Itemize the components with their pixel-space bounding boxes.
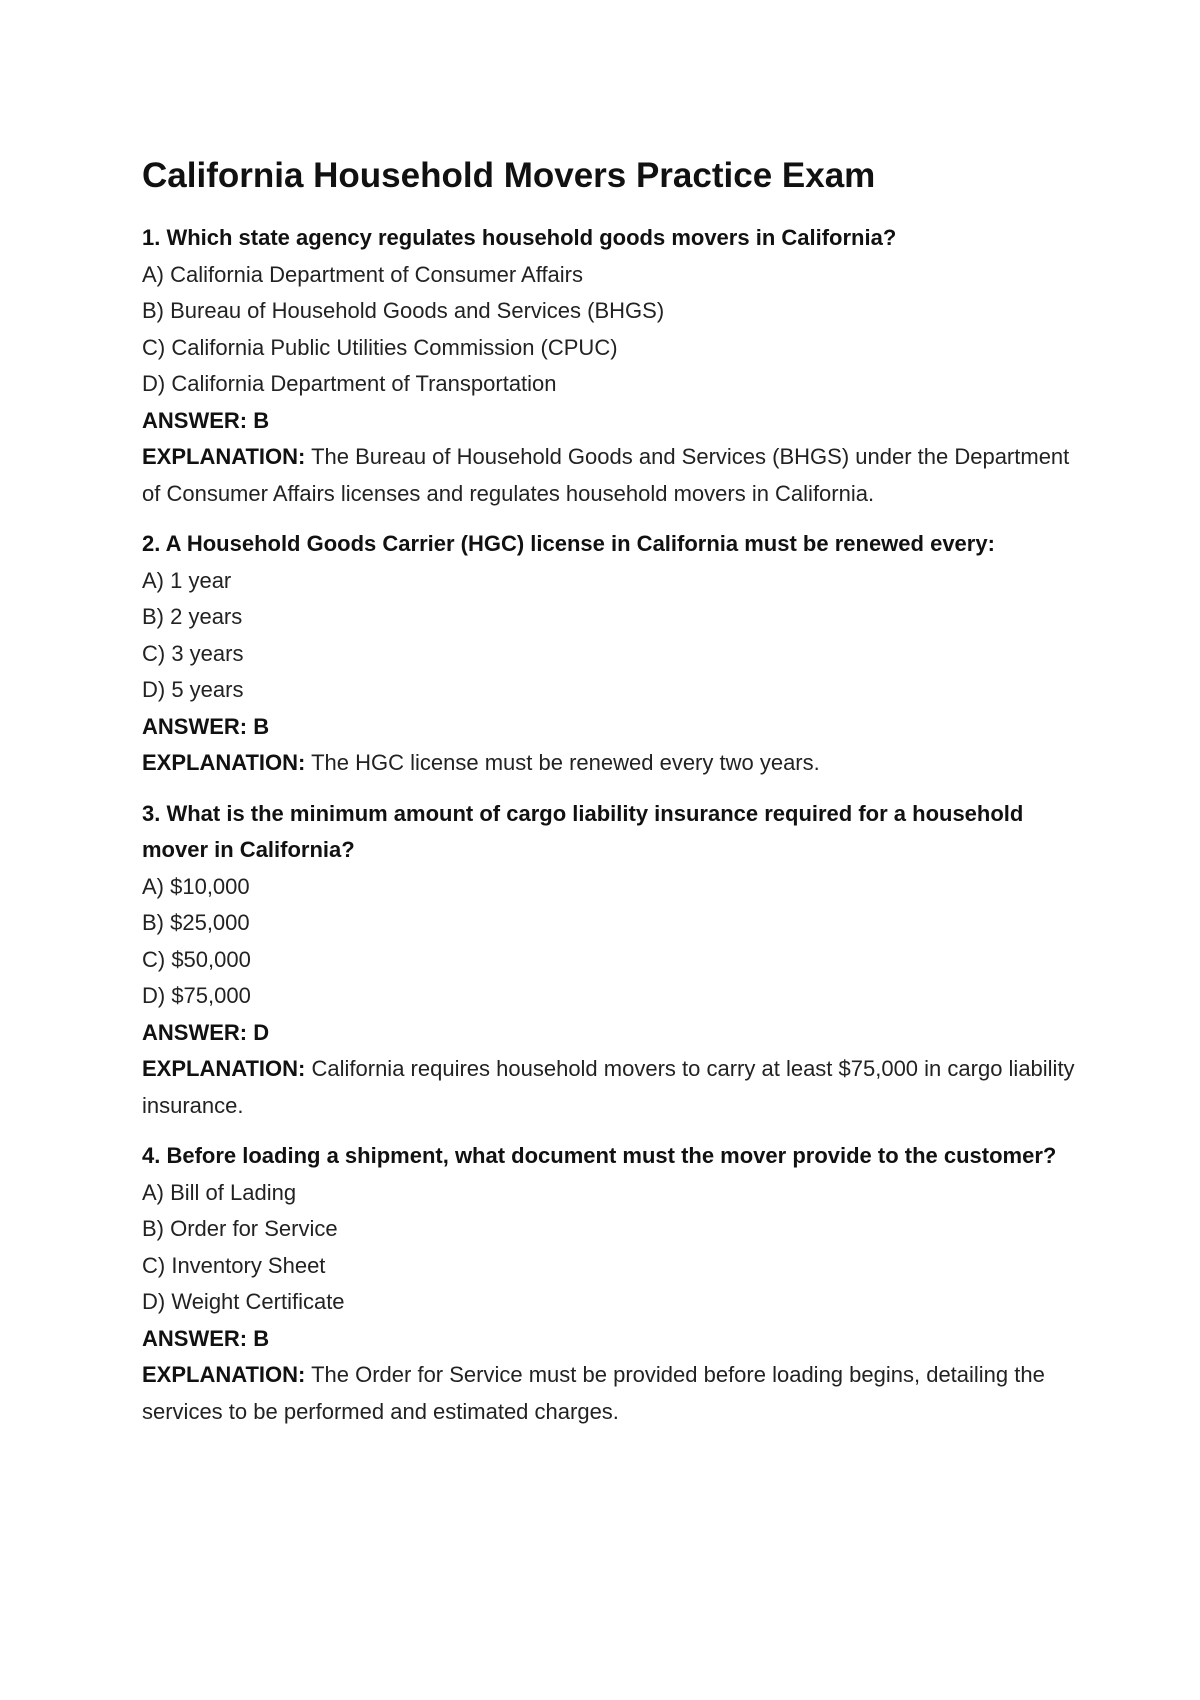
answer-option: D) California Department of Transportation <box>142 371 557 396</box>
document-page <box>142 156 1082 1444</box>
answer-option: B) Bureau of Household Goods and Services (BHGS) <box>142 298 665 323</box>
question-block <box>142 796 1082 1125</box>
correct-answer: ANSWER: B <box>142 1325 270 1351</box>
answer-option: A) Bill of Lading <box>142 1179 297 1205</box>
answer-option: C) 3 years <box>142 640 244 666</box>
answer-option: C) $50,000 <box>142 946 251 972</box>
correct-answer: ANSWER: D <box>142 1019 270 1045</box>
question-block <box>142 1138 1082 1430</box>
question-text: 4. Before loading a shipment, what document must the mover provide to the customer? <box>142 1143 1057 1168</box>
answer-option: C) Inventory Sheet <box>142 1252 326 1278</box>
answer-option: D) 5 years <box>142 677 244 702</box>
explanation-label: EXPLANATION: <box>142 750 306 775</box>
explanation <box>142 745 1082 782</box>
explanation-label: EXPLANATION: <box>142 1362 306 1387</box>
answer-option: D) Weight Certificate <box>142 1289 345 1314</box>
answer-option: C) California Public Utilities Commission (CPUC) <box>142 334 618 360</box>
explanation-text: The HGC license must be renewed every two years. <box>311 750 820 775</box>
explanation-text: California requires household movers to carry at least $75,000 in cargo liability insurance. <box>142 1056 1075 1118</box>
correct-answer: ANSWER: B <box>142 713 270 739</box>
answer-option: B) Order for Service <box>142 1216 338 1241</box>
question-text: 2. A Household Goods Carrier (HGC) license in California must be renewed every: <box>142 531 995 556</box>
question-text: 1. Which state agency regulates household goods movers in California? <box>142 225 897 250</box>
answer-option: B) 2 years <box>142 604 243 629</box>
explanation <box>142 439 1082 512</box>
explanation-label: EXPLANATION: <box>142 1056 306 1081</box>
explanation-label: EXPLANATION: <box>142 444 306 469</box>
explanation-text: The Bureau of Household Goods and Services (BHGS) under the Department of Consumer Affairs licenses and regulates household movers in California. <box>142 444 1070 506</box>
answer-option: A) California Department of Consumer Affairs <box>142 261 583 287</box>
page-title: California Household Movers Practice Exam <box>142 156 876 195</box>
explanation <box>142 1051 1082 1124</box>
answer-option: B) $25,000 <box>142 910 250 935</box>
explanation <box>142 1357 1082 1430</box>
answer-option: A) $10,000 <box>142 873 250 899</box>
question-block <box>142 526 1082 782</box>
answer-option: D) $75,000 <box>142 983 251 1008</box>
question-text: 3. What is the minimum amount of cargo liability insurance required for a household mover in California? <box>142 800 1024 862</box>
explanation-text: The Order for Service must be provided before loading begins, detailing the services to be performed and estimated charges. <box>142 1362 1045 1424</box>
answer-option: A) 1 year <box>142 567 232 593</box>
question-block <box>142 220 1082 512</box>
correct-answer: ANSWER: B <box>142 407 270 433</box>
